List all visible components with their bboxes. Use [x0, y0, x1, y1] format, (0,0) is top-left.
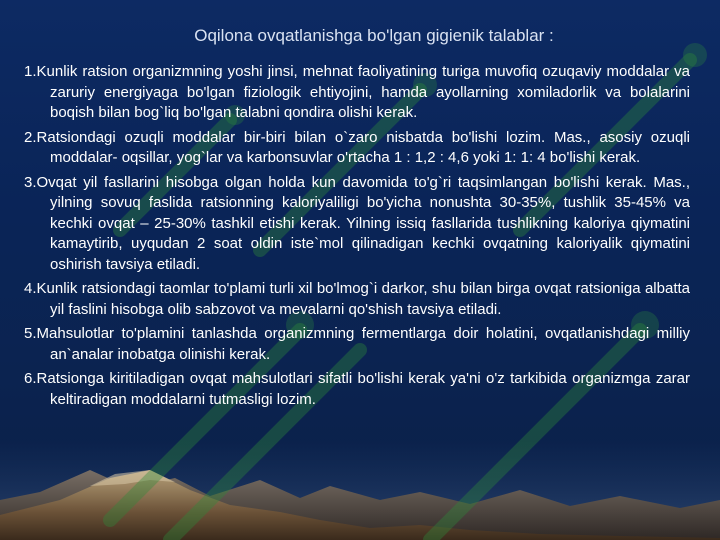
- list-item-text: Ratsiondagi ozuqli moddalar bir-biri bilan o`zaro nisbatda bo'lishi lozim. Mas., asosiy ozuqli moddalar- oqsillar, yog`lar va karbonsuvlar o'rtacha 1 : 1,2 : 4,6 yoki 1: 1: 4 bo'lishi kerak.: [36, 128, 690, 166]
- list-item-number: 6.: [24, 370, 37, 387]
- list-item-number: 4.: [24, 280, 37, 297]
- list-item: [24, 173, 690, 276]
- list-item-number: 5.: [24, 325, 37, 342]
- list-item-number: 1.: [24, 63, 37, 80]
- list-item-number: 3.: [24, 173, 37, 191]
- list-item-number: 2.: [24, 128, 37, 146]
- list-item-text: Mahsulotlar to'plamini tanlashda organizmning fermentlarga doir holatini, ovqatlanishdagi milliy an`analar inobatga olinishi kerak.: [36, 325, 690, 363]
- list-item: [24, 369, 690, 410]
- list-item: [24, 279, 690, 320]
- slide-title: Oqilona ovqatlanishga bo'lgan gigienik talablar :: [194, 26, 554, 45]
- list-item-text: Ratsionga kiritiladigan ovqat mahsulotlari sifatli bo'lishi kerak ya'ni o'z tarkibida organizmga zarar keltiradigan moddalarni tutmasligi lozim.: [36, 370, 690, 408]
- list-item: [24, 324, 690, 365]
- list-item-text: Kunlik ratsion organizmning yoshi jinsi, mehnat faoliyatining turiga muvofiq ozuqaviy moddalar va zaruriy energiyaga bo'lgan fiziologik ehtiyojini, hamda ayollarning xomiladorlik va bolalarini boqish bilan bog`liq bo'lgan talabni qondira olishi kerak.: [36, 63, 690, 121]
- list-item-text: Ovqat yil fasllarini hisobga olgan holda kun davomida to'g`ri taqsimlangan bo'lishi kerak. Mas., yilning sovuq faslida ratsionning kaloriyaliligi bo'yicha nonushta 30-35%, tushlik 35-45% va kechki ovqat – 25-30% tashkil etishi kerak. Yilning issiq fasllarida tushlikning kaloriya qiymatini kamaytirib, uyqudan 2 soat oldin iste`mol qilinadigan kechki ovqatning kaloriyalik qiymatini oshirish tavsiya etiladi.: [36, 173, 690, 273]
- requirements-list: [24, 62, 690, 414]
- list-item: [24, 62, 690, 124]
- list-item: [24, 128, 690, 169]
- list-item-text: Kunlik ratsiondagi taomlar to'plami turli xil bo'lmog`i darkor, shu bilan birga ovqat ratsioniga albatta yil faslini hisobga olib sabzovot va mevalarni qo'shish tavsiya etiladi.: [36, 280, 690, 318]
